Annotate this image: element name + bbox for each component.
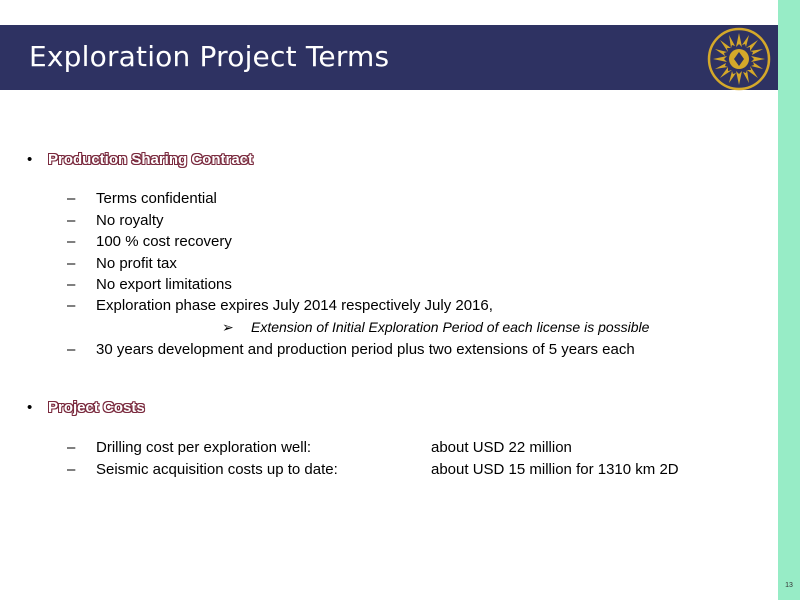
dash-icon: – [67,439,76,456]
page-number: 13 [785,582,793,589]
arrowhead-bullet-icon: ➢ [222,319,234,335]
slide-title: Exploration Project Terms [29,40,390,73]
dash-icon: – [67,212,76,229]
section-heading: Project Costs [48,399,145,416]
list-item-text: Terms confidential [96,190,217,207]
list-item-text: No royalty [96,212,164,229]
dash-icon: – [67,190,76,207]
dash-icon: – [67,461,76,478]
list-item-text: 30 years development and production period plus two extensions of 5 years each [96,341,635,358]
list-item-text: No export limitations [96,276,232,293]
dash-icon: – [67,341,76,358]
dash-icon: – [67,233,76,250]
sub-note-text: Extension of Initial Exploration Period of each license is possible [251,319,650,335]
dash-icon: – [67,255,76,272]
bullet-dot-icon: • [27,399,33,416]
dash-icon: – [67,297,76,314]
side-strip [778,0,800,600]
list-item-text: No profit tax [96,255,177,272]
cost-label: Drilling cost per exploration well: [96,439,312,456]
cost-label: Seismic acquisition costs up to date: [96,461,338,478]
cost-value: about USD 22 million [431,439,572,456]
section-heading: Production Sharing Contract [48,151,254,168]
cost-value: about USD 15 million for 1310 km 2D [431,461,679,478]
sun-emblem-logo-icon [707,27,771,91]
dash-icon: – [67,276,76,293]
list-item-text: Exploration phase expires July 2014 respectively July 2016, [96,297,493,314]
list-item-text: 100 % cost recovery [96,233,232,250]
bullet-dot-icon: • [27,151,33,168]
